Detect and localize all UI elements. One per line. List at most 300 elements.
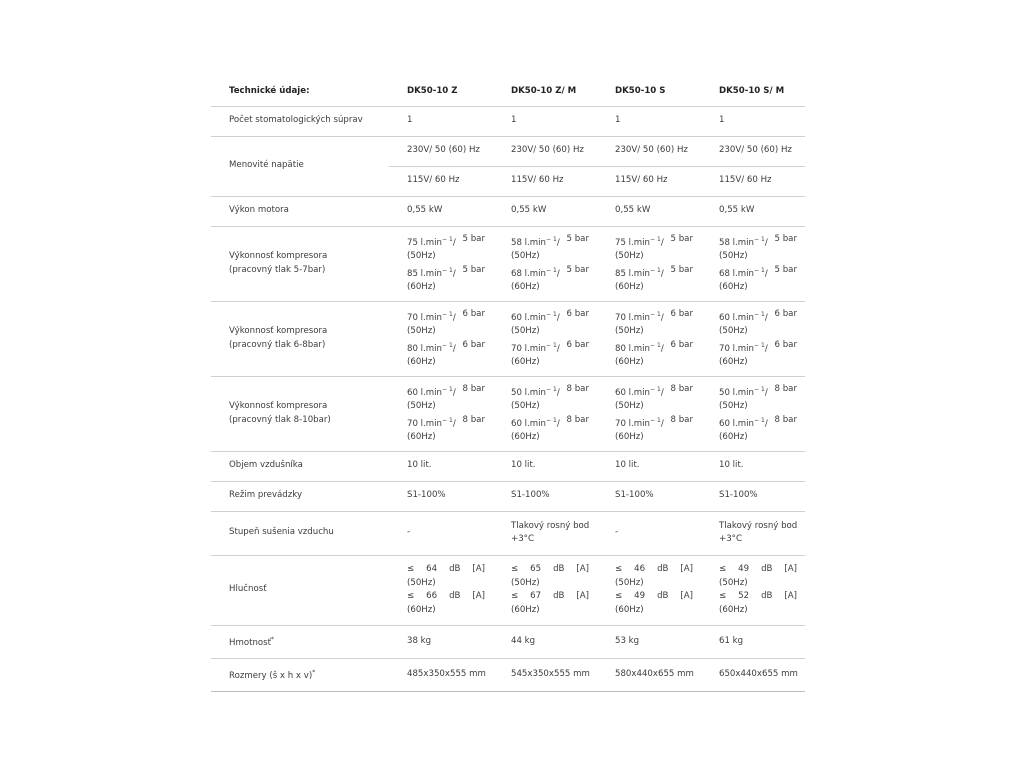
cell-value: 1 (511, 115, 517, 126)
flow-rate: 70 l.min− $^1$/ (615, 416, 664, 429)
noise-weighting: [A] (576, 591, 589, 601)
table-row (211, 625, 805, 658)
header-model-4: DK50-10 S/ M (719, 86, 785, 96)
flow-pressure: 8 bar (774, 383, 797, 394)
flow-rate: 75 l.min− $^1$/ (407, 235, 456, 248)
noise-unit: dB (553, 564, 565, 574)
flow-rate: 60 l.min− $^1$/ (615, 385, 664, 398)
flow-rate: 85 l.min− $^1$/ (615, 266, 664, 279)
flow-value: 80 l.min (615, 343, 650, 354)
noise-value: 66 (426, 591, 438, 601)
flow-pressure: 5 bar (462, 233, 485, 244)
cell-value (493, 301, 597, 376)
flow-rate: 68 l.min− $^1$/ (511, 266, 560, 279)
flow-value: 58 l.min (719, 237, 754, 248)
noise-le: ≤ (511, 591, 519, 601)
flow-pressure: 8 bar (462, 414, 485, 425)
flow-pressure: 5 bar (774, 264, 797, 275)
flow-pressure: 5 bar (774, 233, 797, 244)
flow-unit-exponent: 1 (553, 310, 557, 318)
noise-weighting: [A] (472, 591, 485, 601)
flow-unit-exponent: 1 (449, 310, 453, 318)
flow-line (511, 383, 593, 401)
flow-unit-exponent: 1 (657, 235, 661, 243)
row-label (211, 625, 389, 658)
flow-rate: 50 l.min− $^1$/ (511, 385, 560, 398)
flow-rate: 80 l.min− $^1$/ (407, 341, 456, 354)
flow-unit-exponent: − (754, 385, 760, 393)
cell-value: - (407, 527, 411, 538)
cell-value: 61 kg (719, 635, 744, 646)
flow-unit-exponent: 1 (761, 235, 765, 243)
footnote-mark: * (271, 635, 275, 643)
flow-unit-exponent: − (546, 310, 552, 318)
flow-pressure: 8 bar (462, 383, 485, 394)
flow-line (615, 308, 697, 326)
cell-value (701, 376, 805, 451)
flow-pressure: 5 bar (670, 233, 693, 244)
flow-unit-exponent: − (546, 416, 552, 424)
noise-le: ≤ (615, 564, 623, 574)
flow-unit-exponent: 1 (761, 385, 765, 393)
cell-value: S1-100% (407, 490, 446, 501)
cell-value: 44 kg (511, 635, 536, 646)
flow-unit-exponent: 1 (761, 416, 765, 424)
flow-line (511, 308, 593, 326)
flow-frequency: (50Hz) (719, 326, 748, 336)
flow-unit-exponent: − (442, 266, 448, 274)
cell-value: - (615, 527, 619, 538)
flow-frequency: (50Hz) (719, 401, 748, 411)
noise-unit: dB (657, 564, 669, 574)
noise-frequency: (60Hz) (407, 604, 436, 615)
noise-weighting: [A] (680, 591, 693, 601)
flow-unit-exponent: − (442, 416, 448, 424)
flow-frequency: (50Hz) (615, 251, 644, 261)
flow-value: 70 l.min (615, 418, 650, 429)
cell-value: S1-100% (615, 490, 654, 501)
noise-line (615, 563, 697, 577)
flow-unit-exponent: 1 (657, 416, 661, 424)
cell-value (597, 376, 701, 451)
flow-frequency: (50Hz) (615, 401, 644, 411)
noise-value: 46 (634, 564, 646, 574)
cell-value: 10 lit. (407, 460, 432, 471)
flow-line (511, 233, 593, 251)
cell-value: 115V/ 60 Hz (407, 175, 460, 186)
flow-line (615, 383, 697, 401)
cell-value: 650x440x655 mm (719, 668, 798, 679)
flow-pressure: 6 bar (774, 308, 797, 319)
cell-value: 115V/ 60 Hz (511, 175, 564, 186)
flow-unit-exponent: − (650, 235, 656, 243)
cell-value (493, 555, 597, 625)
table-row (211, 301, 805, 376)
table-row (211, 481, 805, 511)
flow-frequency: (60Hz) (407, 357, 436, 367)
flow-frequency: (60Hz) (511, 357, 540, 367)
flow-value: 70 l.min (407, 312, 442, 323)
flow-value: 60 l.min (615, 387, 650, 398)
flow-line (511, 339, 593, 357)
noise-weighting: [A] (784, 564, 797, 574)
flow-line (407, 233, 489, 251)
flow-value: 70 l.min (615, 312, 650, 323)
flow-value: 68 l.min (511, 268, 546, 279)
flow-frequency: (60Hz) (407, 432, 436, 442)
cell-value: Tlakový rosný bod +3°C (719, 520, 798, 544)
cell-value: 0,55 kW (407, 205, 443, 216)
flow-value: 58 l.min (511, 237, 546, 248)
noise-value: 64 (426, 564, 438, 574)
spec-table (211, 76, 805, 692)
flow-unit-exponent: − (754, 235, 760, 243)
flow-line (719, 264, 801, 282)
flow-rate: 60 l.min− $^1$/ (511, 416, 560, 429)
cell-value (701, 555, 805, 625)
noise-value: 49 (738, 564, 750, 574)
flow-unit-exponent: 1 (553, 266, 557, 274)
cell-value: 230V/ 50 (60) Hz (719, 145, 792, 156)
flow-value: 70 l.min (511, 343, 546, 354)
flow-frequency: (50Hz) (407, 251, 436, 261)
noise-frequency: (60Hz) (719, 604, 748, 615)
flow-value: 60 l.min (511, 418, 546, 429)
flow-pressure: 8 bar (566, 383, 589, 394)
flow-pressure: 8 bar (670, 414, 693, 425)
noise-weighting: [A] (784, 591, 797, 601)
flow-line (719, 233, 801, 251)
flow-unit-exponent: − (650, 385, 656, 393)
noise-weighting: [A] (576, 564, 589, 574)
noise-value: 52 (738, 591, 750, 601)
noise-le: ≤ (407, 564, 415, 574)
flow-unit-exponent: 1 (657, 385, 661, 393)
flow-value: 85 l.min (615, 268, 650, 279)
cell-value (389, 376, 493, 451)
cell-value: 115V/ 60 Hz (719, 175, 772, 186)
flow-value: 68 l.min (719, 268, 754, 279)
flow-pressure: 6 bar (462, 308, 485, 319)
row-label: Výkonnosť kompresora (pracovný tlak 8-10bar) (229, 401, 331, 425)
row-label (211, 658, 389, 691)
flow-rate: 60 l.min− $^1$/ (511, 310, 560, 323)
noise-frequency: (50Hz) (615, 577, 644, 588)
flow-line (511, 264, 593, 282)
flow-pressure: 6 bar (566, 339, 589, 350)
flow-value: 60 l.min (719, 418, 754, 429)
noise-line (407, 563, 489, 577)
row-label: Objem vzdušníka (229, 460, 303, 471)
row-label: Menovité napätie (229, 160, 304, 171)
flow-frequency: (50Hz) (511, 401, 540, 411)
cell-value: Tlakový rosný bod +3°C (511, 520, 590, 544)
flow-unit-exponent: 1 (657, 266, 661, 274)
flow-value: 50 l.min (511, 387, 546, 398)
row-label-text: Rozmery (š x h x v) (229, 670, 313, 681)
row-label: Výkonnosť kompresora (pracovný tlak 5-7bar) (229, 251, 328, 275)
flow-frequency: (50Hz) (407, 401, 436, 411)
flow-frequency: (60Hz) (511, 432, 540, 442)
cell-value: 230V/ 50 (60) Hz (615, 145, 688, 156)
flow-value: 85 l.min (407, 268, 442, 279)
cell-value: 230V/ 50 (60) Hz (407, 145, 480, 156)
noise-line (511, 563, 593, 577)
flow-unit-exponent: 1 (553, 235, 557, 243)
table-row (211, 658, 805, 691)
flow-frequency: (50Hz) (511, 251, 540, 261)
noise-frequency: (60Hz) (511, 604, 540, 615)
cell-value (493, 226, 597, 301)
cell-value (597, 301, 701, 376)
cell-value: S1-100% (511, 490, 550, 501)
flow-line (407, 264, 489, 282)
flow-rate: 60 l.min− $^1$/ (719, 416, 768, 429)
flow-value: 75 l.min (407, 237, 442, 248)
noise-line (511, 590, 593, 604)
header-model-2: DK50-10 Z/ M (511, 86, 577, 96)
flow-unit-exponent: − (546, 235, 552, 243)
flow-line (719, 308, 801, 326)
cell-value: 0,55 kW (719, 205, 755, 216)
flow-unit-exponent: − (650, 416, 656, 424)
flow-unit-exponent: − (546, 385, 552, 393)
cell-value: 115V/ 60 Hz (615, 175, 668, 186)
cell-value: 1 (615, 115, 621, 126)
flow-frequency: (50Hz) (407, 326, 436, 336)
cell-value: 485x350x555 mm (407, 668, 486, 679)
flow-unit-exponent: − (754, 266, 760, 274)
flow-pressure: 6 bar (566, 308, 589, 319)
noise-unit: dB (449, 564, 461, 574)
flow-frequency: (60Hz) (719, 282, 748, 292)
cell-value: 1 (719, 115, 725, 126)
table-row (211, 196, 805, 226)
noise-le: ≤ (511, 564, 519, 574)
flow-unit-exponent: 1 (449, 385, 453, 393)
flow-value: 60 l.min (407, 387, 442, 398)
cell-value: 230V/ 50 (60) Hz (511, 145, 584, 156)
flow-unit-exponent: − (754, 310, 760, 318)
flow-value: 60 l.min (719, 312, 754, 323)
noise-line (407, 590, 489, 604)
flow-frequency: (50Hz) (511, 326, 540, 336)
cell-value: 53 kg (615, 635, 640, 646)
flow-line (615, 264, 697, 282)
flow-unit-exponent: 1 (449, 341, 453, 349)
noise-weighting: [A] (472, 564, 485, 574)
flow-rate: 70 l.min− $^1$/ (407, 416, 456, 429)
flow-frequency: (60Hz) (719, 432, 748, 442)
noise-le: ≤ (719, 591, 727, 601)
flow-unit-exponent: − (442, 235, 448, 243)
flow-frequency: (50Hz) (615, 326, 644, 336)
flow-line (719, 414, 801, 432)
flow-value: 60 l.min (511, 312, 546, 323)
flow-unit-exponent: − (546, 341, 552, 349)
noise-line (719, 563, 801, 577)
flow-unit-exponent: 1 (761, 266, 765, 274)
flow-frequency: (60Hz) (407, 282, 436, 292)
flow-unit-exponent: − (442, 310, 448, 318)
noise-frequency: (50Hz) (719, 577, 748, 588)
flow-unit-exponent: 1 (449, 235, 453, 243)
flow-rate: 60 l.min− $^1$/ (407, 385, 456, 398)
flow-pressure: 5 bar (566, 264, 589, 275)
cell-value: 0,55 kW (615, 205, 651, 216)
flow-rate: 70 l.min− $^1$/ (719, 341, 768, 354)
noise-value: 67 (530, 591, 542, 601)
noise-frequency: (50Hz) (511, 577, 540, 588)
header-label: Technické údaje: (229, 86, 310, 96)
flow-unit-exponent: 1 (657, 341, 661, 349)
flow-unit-exponent: 1 (553, 416, 557, 424)
noise-value: 49 (634, 591, 646, 601)
flow-line (615, 233, 697, 251)
table-row (211, 451, 805, 481)
flow-pressure: 5 bar (670, 264, 693, 275)
flow-value: 50 l.min (719, 387, 754, 398)
flow-rate: 58 l.min− $^1$/ (719, 235, 768, 248)
noise-line (719, 590, 801, 604)
flow-value: 75 l.min (615, 237, 650, 248)
footnote-mark: * (312, 668, 316, 676)
noise-le: ≤ (719, 564, 727, 574)
flow-unit-exponent: 1 (761, 310, 765, 318)
header-model-3: DK50-10 S (615, 86, 666, 96)
flow-unit-exponent: 1 (449, 266, 453, 274)
noise-frequency: (50Hz) (407, 577, 436, 588)
flow-frequency: (50Hz) (719, 251, 748, 261)
flow-line (407, 339, 489, 357)
noise-le: ≤ (407, 591, 415, 601)
row-label: Stupeň sušenia vzduchu (229, 527, 334, 538)
table-header-row (211, 76, 805, 106)
noise-unit: dB (657, 591, 669, 601)
row-label-text: Hmotnosť (229, 637, 272, 648)
flow-value: 70 l.min (719, 343, 754, 354)
cell-value: 545x350x555 mm (511, 668, 590, 679)
table-row (211, 376, 805, 451)
flow-unit-exponent: − (754, 341, 760, 349)
noise-weighting: [A] (680, 564, 693, 574)
flow-rate: 85 l.min− $^1$/ (407, 266, 456, 279)
flow-value: 80 l.min (407, 343, 442, 354)
cell-value: 10 lit. (719, 460, 744, 471)
noise-value: 65 (530, 564, 542, 574)
noise-unit: dB (449, 591, 461, 601)
noise-frequency: (60Hz) (615, 604, 644, 615)
table-row (211, 511, 805, 555)
flow-frequency: (60Hz) (615, 282, 644, 292)
row-label: Režim prevádzky (229, 490, 303, 501)
flow-frequency: (60Hz) (615, 432, 644, 442)
table-row (211, 106, 805, 136)
flow-line (407, 414, 489, 432)
cell-value: S1-100% (719, 490, 758, 501)
flow-rate: 70 l.min− $^1$/ (615, 310, 664, 323)
flow-pressure: 6 bar (774, 339, 797, 350)
cell-value: 1 (407, 115, 413, 126)
cell-value: 10 lit. (511, 460, 536, 471)
cell-value: 580x440x655 mm (615, 668, 694, 679)
cell-value (389, 226, 493, 301)
cell-value (701, 226, 805, 301)
flow-unit-exponent: − (546, 266, 552, 274)
flow-frequency: (60Hz) (511, 282, 540, 292)
flow-pressure: 8 bar (566, 414, 589, 425)
flow-unit-exponent: 1 (553, 341, 557, 349)
flow-pressure: 8 bar (670, 383, 693, 394)
flow-rate: 70 l.min− $^1$/ (511, 341, 560, 354)
flow-unit-exponent: 1 (449, 416, 453, 424)
row-label: Hlučnosť (229, 584, 267, 595)
flow-unit-exponent: − (650, 341, 656, 349)
flow-unit-exponent: − (650, 266, 656, 274)
flow-unit-exponent: 1 (761, 341, 765, 349)
flow-unit-exponent: − (442, 385, 448, 393)
flow-line (407, 308, 489, 326)
row-label: Výkon motora (229, 205, 289, 216)
flow-line (407, 383, 489, 401)
flow-rate: 50 l.min− $^1$/ (719, 385, 768, 398)
cell-value (389, 301, 493, 376)
flow-unit-exponent: 1 (553, 385, 557, 393)
cell-value (389, 555, 493, 625)
row-label: Počet stomatologických súprav (229, 115, 363, 126)
flow-line (615, 414, 697, 432)
noise-unit: dB (761, 591, 773, 601)
table-row (211, 555, 805, 625)
flow-line (615, 339, 697, 357)
flow-unit-exponent: − (754, 416, 760, 424)
flow-pressure: 5 bar (566, 233, 589, 244)
flow-line (511, 414, 593, 432)
flow-frequency: (60Hz) (719, 357, 748, 367)
flow-unit-exponent: − (442, 341, 448, 349)
table-row (211, 136, 805, 166)
cell-value: 0,55 kW (511, 205, 547, 216)
header-model-1: DK50-10 Z (407, 86, 458, 96)
flow-frequency: (60Hz) (615, 357, 644, 367)
row-label: Výkonnosť kompresora (pracovný tlak 6-8bar) (229, 326, 328, 350)
cell-value (701, 301, 805, 376)
flow-value: 70 l.min (407, 418, 442, 429)
flow-line (719, 339, 801, 357)
flow-pressure: 6 bar (670, 339, 693, 350)
flow-pressure: 6 bar (462, 339, 485, 350)
noise-unit: dB (553, 591, 565, 601)
noise-unit: dB (761, 564, 773, 574)
flow-unit-exponent: − (650, 310, 656, 318)
flow-pressure: 5 bar (462, 264, 485, 275)
cell-value (597, 226, 701, 301)
flow-pressure: 6 bar (670, 308, 693, 319)
flow-unit-exponent: 1 (657, 310, 661, 318)
flow-rate: 58 l.min− $^1$/ (511, 235, 560, 248)
flow-pressure: 8 bar (774, 414, 797, 425)
cell-value (493, 376, 597, 451)
flow-rate: 60 l.min− $^1$/ (719, 310, 768, 323)
flow-line (719, 383, 801, 401)
cell-value: 38 kg (407, 635, 432, 646)
flow-rate: 80 l.min− $^1$/ (615, 341, 664, 354)
cell-value: 10 lit. (615, 460, 640, 471)
noise-le: ≤ (615, 591, 623, 601)
flow-rate: 70 l.min− $^1$/ (407, 310, 456, 323)
table-row (211, 226, 805, 301)
flow-rate: 75 l.min− $^1$/ (615, 235, 664, 248)
